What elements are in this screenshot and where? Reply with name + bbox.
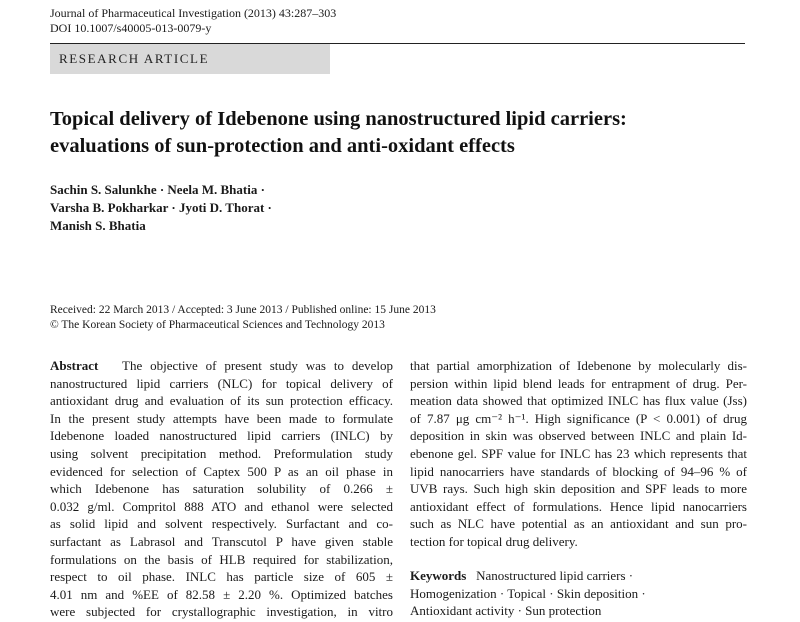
abstract-line: such as NLC have potential as an antioxidant and sun pro- bbox=[410, 516, 747, 532]
abstract-line: persion within lipid blend leads for entrapment of drug. Per- bbox=[410, 375, 747, 391]
abstract-line: antioxidant effect of formulations. Hence lipid nanocarriers bbox=[410, 498, 747, 514]
abstract-line: tection for topical drug delivery. bbox=[410, 533, 578, 549]
abstract-line: respect to oil phase. INLC has particle size of 605 ± bbox=[50, 569, 393, 585]
publication-dates: Received: 22 March 2013 / Accepted: 3 June 2013 / Published online: 15 June 2013 bbox=[50, 304, 436, 316]
copyright-notice: © The Korean Society of Pharmaceutical Sciences and Technology 2013 bbox=[50, 319, 385, 331]
abstract-line: were subjected for crystallographic investigation, in vitro bbox=[50, 604, 393, 620]
keywords-line: Homogenization · Topical · Skin deposition · bbox=[410, 585, 646, 601]
keywords-label: Keywords bbox=[410, 568, 467, 583]
abstract-line: of 7.87 μg cm⁻² h⁻¹. High significance (P < 0.001) of drug bbox=[410, 410, 747, 426]
abstract-line: 0.032 g/ml. Compritol 888 ATO and ethanol were selected bbox=[50, 498, 393, 514]
keywords-line bbox=[410, 567, 750, 585]
article-type-bar bbox=[50, 44, 330, 74]
abstract-line: antioxidant drug and evaluation of its sun protection efficacy. bbox=[50, 393, 393, 409]
author-line: Manish S. Bhatia bbox=[50, 218, 146, 233]
publication-info bbox=[50, 303, 436, 333]
doi: DOI 10.1007/s40005-013-0079-y bbox=[50, 21, 212, 35]
article-type: RESEARCH ARTICLE bbox=[59, 51, 210, 66]
abstract-left-column bbox=[50, 357, 393, 621]
abstract-line: using solvent precipitation method. Preformulation study bbox=[50, 445, 393, 461]
title-line: Topical delivery of Idebenone using nanostructured lipid carriers: bbox=[50, 108, 627, 130]
author-list bbox=[50, 181, 272, 235]
abstract-line: lipid nanocarriers have standards of blocking of 94–96 % of bbox=[410, 463, 747, 479]
abstract-label: Abstract bbox=[50, 358, 99, 373]
abstract-line: that partial amorphization of Idebenone by molecularly dis- bbox=[410, 358, 747, 373]
abstract-line: ebenone gel. SPF value for INLC has 23 which represents that bbox=[410, 445, 747, 461]
keywords-block bbox=[410, 567, 750, 620]
abstract-line: Idebenone loaded nanostructured lipid carriers (INLC) by bbox=[50, 428, 393, 444]
abstract-line: nanostructured lipid carriers (NLC) for topical delivery of bbox=[50, 375, 393, 391]
abstract-line: In the present study attempts have been made to formulate bbox=[50, 410, 393, 426]
keywords-text: Nanostructured lipid carriers · bbox=[476, 568, 634, 583]
abstract-line: as solid lipid and solvent respectively. Surfactant and co- bbox=[50, 516, 393, 532]
author-line: Varsha B. Pokharkar · Jyoti D. Thorat · bbox=[50, 200, 272, 215]
abstract-line: evidenced for selection of Captex 500 P as an oil phase in bbox=[50, 463, 393, 479]
abstract-line bbox=[50, 357, 393, 375]
abstract-line: meation data showed that optimized INLC has flux value (Jss) bbox=[410, 393, 747, 409]
article-title bbox=[50, 106, 750, 160]
abstract-right-column bbox=[410, 357, 747, 551]
abstract-line: 4.01 nm and %EE of 82.58 ± 2.20 %. Optimized batches bbox=[50, 586, 393, 602]
author-line: Sachin S. Salunkhe · Neela M. Bhatia · bbox=[50, 182, 265, 197]
title-line: evaluations of sun-protection and anti-oxidant effects bbox=[50, 135, 515, 157]
abstract-line: deposition in skin was observed between INLC and plain Id- bbox=[410, 428, 747, 444]
keywords-line: Antioxidant activity · Sun protection bbox=[410, 603, 602, 619]
abstract-text: The objective of present study was to develop bbox=[122, 358, 393, 373]
abstract-line: UVB rays. Such high skin deposition and SPF leads to more bbox=[410, 481, 747, 497]
journal-citation: Journal of Pharmaceutical Investigation (2013) 43:287–303 bbox=[50, 6, 337, 20]
abstract-line: formulations on the basis of HLB required for stabilization, bbox=[50, 551, 393, 567]
journal-header bbox=[50, 6, 336, 36]
abstract-line: which Idebenone has saturation solubility of 0.266 ± bbox=[50, 481, 393, 497]
abstract-line: surfactant as Labrasol and Transcutol P have given stable bbox=[50, 533, 393, 549]
